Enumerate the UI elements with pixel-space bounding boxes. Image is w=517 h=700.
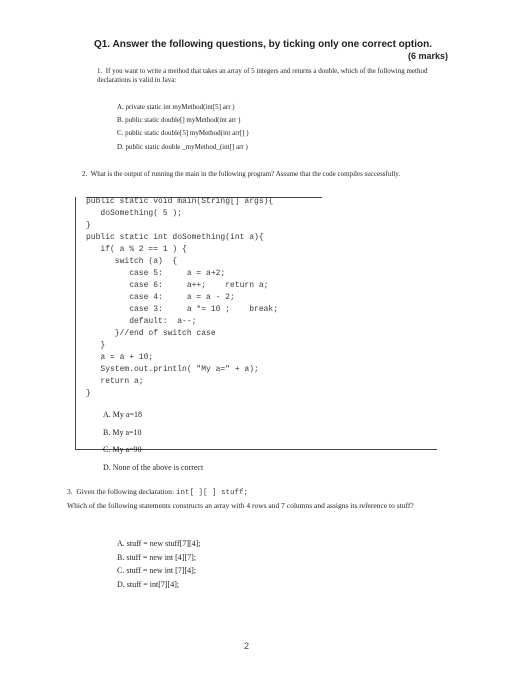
q1-option-a[interactable]: A. private static int myMethod(int[5] arr ): [117, 103, 235, 111]
code-line: case 4: a = a - 2;: [86, 293, 235, 302]
question-1-text: [97, 67, 442, 85]
code-line: if( a % 2 == 1 ) {: [86, 245, 187, 254]
q3-option-d[interactable]: D. stuff = int[7][4];: [117, 580, 180, 590]
code-line: }: [86, 221, 91, 230]
question-3-prompt-start: Given the following declaration:: [76, 487, 175, 496]
q3-option-c[interactable]: C. stuff = new int [7][4];: [117, 566, 197, 576]
q2-option-b[interactable]: B. My a=10: [103, 427, 142, 437]
q2-option-d[interactable]: D. None of the above is correct: [103, 462, 204, 472]
q1-option-b[interactable]: B. public static double[] myMethod(int arr ): [117, 116, 241, 125]
question-2-text: [82, 170, 437, 179]
q3-option-b[interactable]: B. stuff = new int [4][7];: [117, 552, 197, 562]
question-3-options: [117, 537, 201, 592]
q1-option-c[interactable]: C. public static double[5] myMethod(int arr[] ): [117, 129, 249, 138]
question-3-text: [67, 487, 437, 511]
code-line: default: a--;: [86, 317, 197, 326]
question-1-marks: (6 marks): [408, 51, 449, 61]
q1-option-d[interactable]: D. public static double _myMethod_(int[] arr ): [117, 142, 248, 151]
question-3-prompt-rest: Which of the following statements constructs an array with 4 rows and 7 columns and assigns its reference to stuff?: [67, 501, 414, 510]
code-line: case 6: a++; return a;: [86, 281, 269, 290]
q2-option-a[interactable]: A. My a=18: [103, 410, 142, 419]
question-1-number: 1.: [97, 67, 103, 75]
question-3-number: 3.: [67, 487, 73, 496]
question-2-options: [103, 406, 203, 476]
question-2-number: 2.: [82, 170, 88, 178]
page-number: 2: [244, 641, 250, 651]
code-line: public static int doSomething(int a){: [86, 233, 264, 242]
code-line: return a;: [86, 377, 144, 386]
question-3-declaration: int[ ][ ] stuff;: [175, 489, 248, 497]
code-line: }: [86, 341, 106, 350]
code-box-left-rule: [75, 197, 76, 450]
code-line: case 3: a *= 10 ; break;: [86, 305, 279, 314]
question-1-prompt: If you want to write a method that takes an array of 5 integers and returns a double, which of the following method declarations is valid in Java:: [97, 67, 428, 84]
question-1-title: Q1. Answer the following questions, by ticking only one correct option.: [94, 39, 432, 50]
code-block: [86, 196, 278, 400]
code-line: }: [86, 389, 91, 398]
code-line: doSomething( 5 );: [86, 209, 183, 218]
question-1-options: [117, 101, 249, 154]
code-line: }//end of switch case: [86, 329, 216, 338]
q2-option-c[interactable]: C. My a=90: [103, 445, 142, 454]
question-2-prompt: What is the output of running the main in the following program? Assume that the code compiles successfully.: [90, 170, 401, 178]
q3-option-a[interactable]: A. stuff = new stuff[7][4];: [117, 539, 201, 548]
code-line: System.out.println( "My a=" + a);: [86, 365, 259, 374]
code-line: a = a + 10;: [86, 353, 154, 362]
code-line: public static void main(String[] args){: [86, 197, 274, 206]
code-line: switch (a) {: [86, 257, 178, 266]
code-line: case 5: a = a+2;: [86, 269, 226, 278]
